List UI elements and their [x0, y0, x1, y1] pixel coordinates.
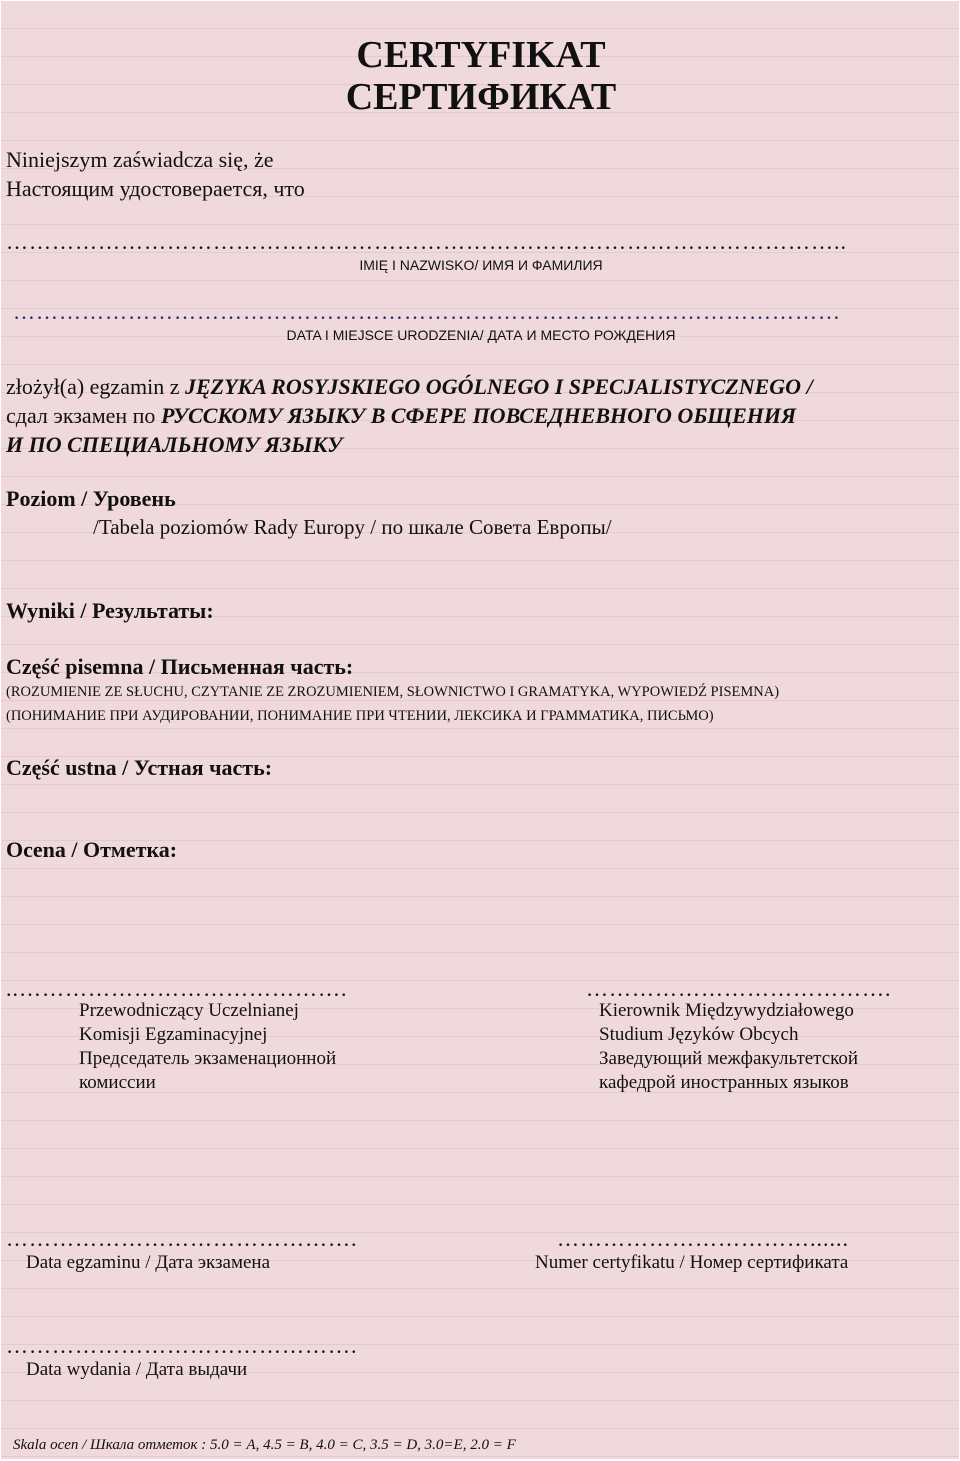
chairman-title-line-4: комиссии	[79, 1072, 156, 1093]
exam-date-label: Data egzaminu / Дата экзамена	[26, 1252, 271, 1273]
issue-date-label: Data wydania / Дата выдачи	[26, 1359, 248, 1380]
grade-heading: Ocena / Отметка:	[6, 837, 178, 862]
title-polish: CERTYFIKAT	[356, 34, 606, 76]
head-signature-line: ………………………………….	[586, 976, 892, 1001]
birth-dotted-line: ………………………………………………………………………………………………	[13, 299, 841, 324]
exam-subject-polish: JĘZYKA ROSYJSKIEGO OGÓLNEGO I SPECJALISTYCZNEGO /	[184, 374, 813, 399]
cert-number-label: Numer certyfikatu / Номер сертификата	[535, 1252, 849, 1273]
exam-subject-russian-end: И ПО СПЕЦИАЛЬНОМУ ЯЗЫКУ	[6, 432, 343, 457]
exam-line-russian	[6, 401, 796, 430]
written-part-description-polish: (ROZUMIENIE ZE SŁUCHU, CZYTANIE ZE ZROZUMIENIEM, SŁOWNICTWO I GRAMATYKA, WYPOWIEDŹ PISEMNA)	[6, 684, 780, 700]
title-russian: СЕРТИФИКАТ	[345, 76, 617, 118]
chairman-signature-line: ..…………………………………….	[6, 976, 348, 1001]
oral-part-heading: Część ustna / Устная часть:	[6, 755, 273, 780]
head-title-line-3: Заведующий межфакультетской	[599, 1048, 859, 1069]
head-title-line-1: Kierownik Międzywydziałowego	[599, 1000, 854, 1021]
exam-subject-russian: РУССКОМУ ЯЗЫКУ В СФЕРЕ ПОВСЕДНЕВНОГО ОБЩЕНИЯ	[160, 403, 797, 428]
written-part-description-russian: (ПОНИМАНИЕ ПРИ АУДИРОВАНИИ, ПОНИМАНИЕ ПРИ ЧТЕНИИ, ЛЕКСИКА И ГРАММАТИКА, ПИСЬМО)	[6, 708, 714, 724]
cert-number-dotted-line: ……………………………......	[557, 1226, 849, 1251]
grading-scale-note: Skala ocen / Шкала отметок : 5.0 = A, 4.5 = B, 4.0 = C, 3.5 = D, 3.0=E, 2.0 = F	[13, 1437, 516, 1453]
results-heading: Wyniki / Результаты:	[6, 598, 214, 623]
issue-date-dotted-line: ……………………………………….	[6, 1333, 358, 1358]
name-dotted-line: ………………………………………………………………………………………………..	[6, 229, 847, 254]
intro-polish: Niniejszym zaświadcza się, że	[6, 147, 274, 172]
intro-russian: Настоящим удостоверается, что	[6, 176, 305, 201]
level-heading: Poziom / Уровень	[6, 486, 176, 511]
head-title-line-2: Studium Języków Obcych	[599, 1024, 799, 1045]
chairman-signature-caption	[79, 999, 336, 1095]
exam-line-russian-continued	[6, 430, 343, 459]
exam-prefix-russian: сдал экзамен по	[6, 403, 161, 428]
birth-field-label: DATA I MIEJSCE URODZENIA/ ДАТА И МЕСТО РОЖДЕНИЯ	[286, 327, 676, 343]
exam-line-polish	[6, 372, 813, 401]
chairman-title-line-3: Председатель экзаменационной	[79, 1048, 337, 1069]
certificate-page	[1, 1, 959, 1459]
chairman-title-line-1: Przewodniczący Uczelnianej	[79, 1000, 299, 1021]
written-part-heading: Część pisemna / Письменная часть:	[6, 654, 354, 679]
level-scale-note: /Tabela poziomów Rady Europy / по шкале Совета Европы/	[93, 515, 612, 539]
chairman-title-line-2: Komisji Egzaminacyjnej	[79, 1024, 268, 1045]
head-signature-caption	[599, 999, 858, 1095]
exam-date-dotted-line: ……………………………………….	[6, 1226, 358, 1251]
exam-prefix-polish: złożył(a) egzamin z	[6, 374, 185, 399]
name-field-label: IMIĘ I NAZWISKO/ ИМЯ И ФАМИЛИЯ	[359, 257, 603, 273]
head-title-line-4: кафедрой иностранных языков	[599, 1072, 849, 1093]
